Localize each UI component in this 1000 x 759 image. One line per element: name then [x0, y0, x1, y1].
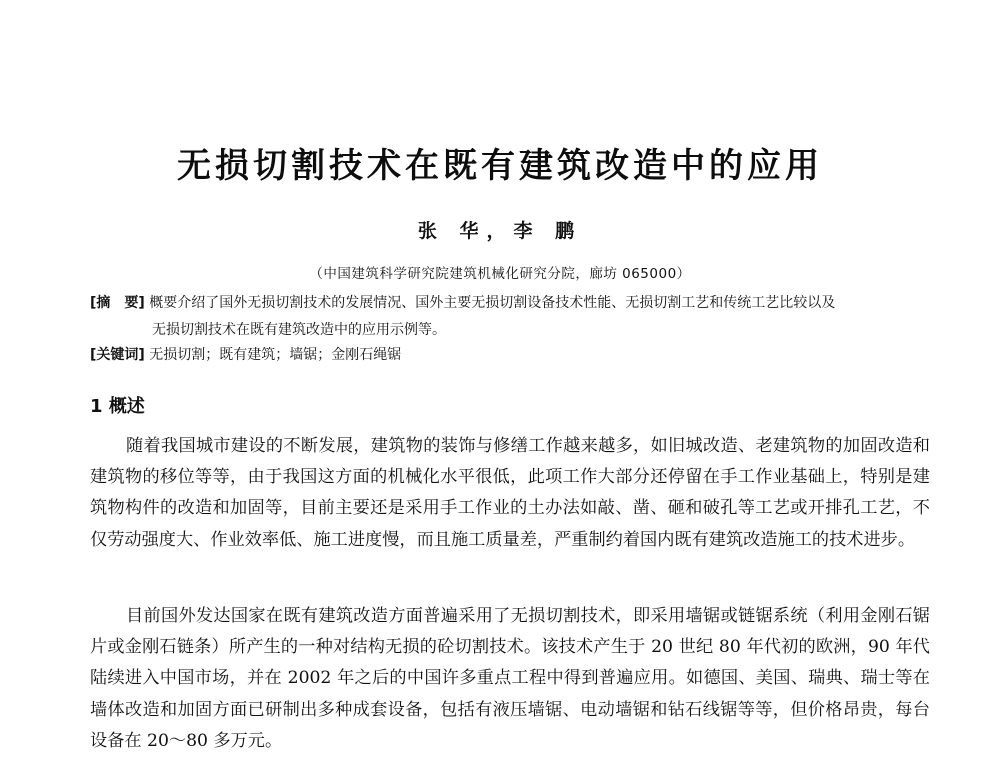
paper-title: 无损切割技术在既有建筑改造中的应用 [177, 146, 823, 186]
affiliation: （中国建筑科学研究院建筑机械化研究分院，廊坊 065000） [309, 266, 691, 282]
keywords [90, 344, 910, 366]
abstract-text-line2: 无损切割技术在既有建筑改造中的应用示例等。 [152, 322, 446, 338]
abstract-text-line1: 概要介绍了国外无损切割技术的发展情况、国外主要无损切割设备技术性能、无损切割工艺和传统工艺比较以及 [149, 295, 836, 311]
section-heading [90, 392, 145, 418]
body-paragraph: 随着我国城市建设的不断发展，建筑物的装饰与修缮工作越来越多，如旧城改造、老建筑物的加固改造和建筑物的移位等等，由于我国这方面的机械化水平很低，此项工作大部分还停留在手工作业基础上，特别是建筑物构件的改造和加固等，目前主要还是采用手工作业的土办法如敲、凿、砸和破孔等工艺或开排孔工艺，不仅劳动强度大、作业效率低、施工进度慢，而且施工质量差，严重制约着国内既有建筑改造施工的技术进步。 [90, 436, 930, 550]
keywords-text: 无损切割；既有建筑；墙锯；金刚石绳锯 [149, 347, 402, 363]
keywords-label: [关键词] [90, 347, 145, 363]
body-paragraph: 目前国外发达国家在既有建筑改造方面普遍采用了无损切割技术，即采用墙锯或链锯系统（利用金刚石锯片或金刚石链条）所产生的一种对结构无损的砼切割技术。该技术产生于 20 世纪 80 年代初的欧洲，90 年代陆续进入中国市场，并在 2002 年之后的中国许多重点工程中得到普遍应用。如德国、美国、瑞典、瑞士等在墙体改造和加固方面已研制出多种成套设备，包括有液压墙锯、电动墙锯和钻石线锯等等，但价格昂贵，每台设备在 20～80 多万元。 [90, 606, 930, 751]
section-number: 1 [90, 396, 103, 417]
abstract [90, 290, 910, 344]
section-title: 概述 [108, 396, 145, 417]
author-list: 张 华，李 鹏 [417, 220, 583, 242]
abstract-label: [摘 要] [90, 295, 145, 311]
